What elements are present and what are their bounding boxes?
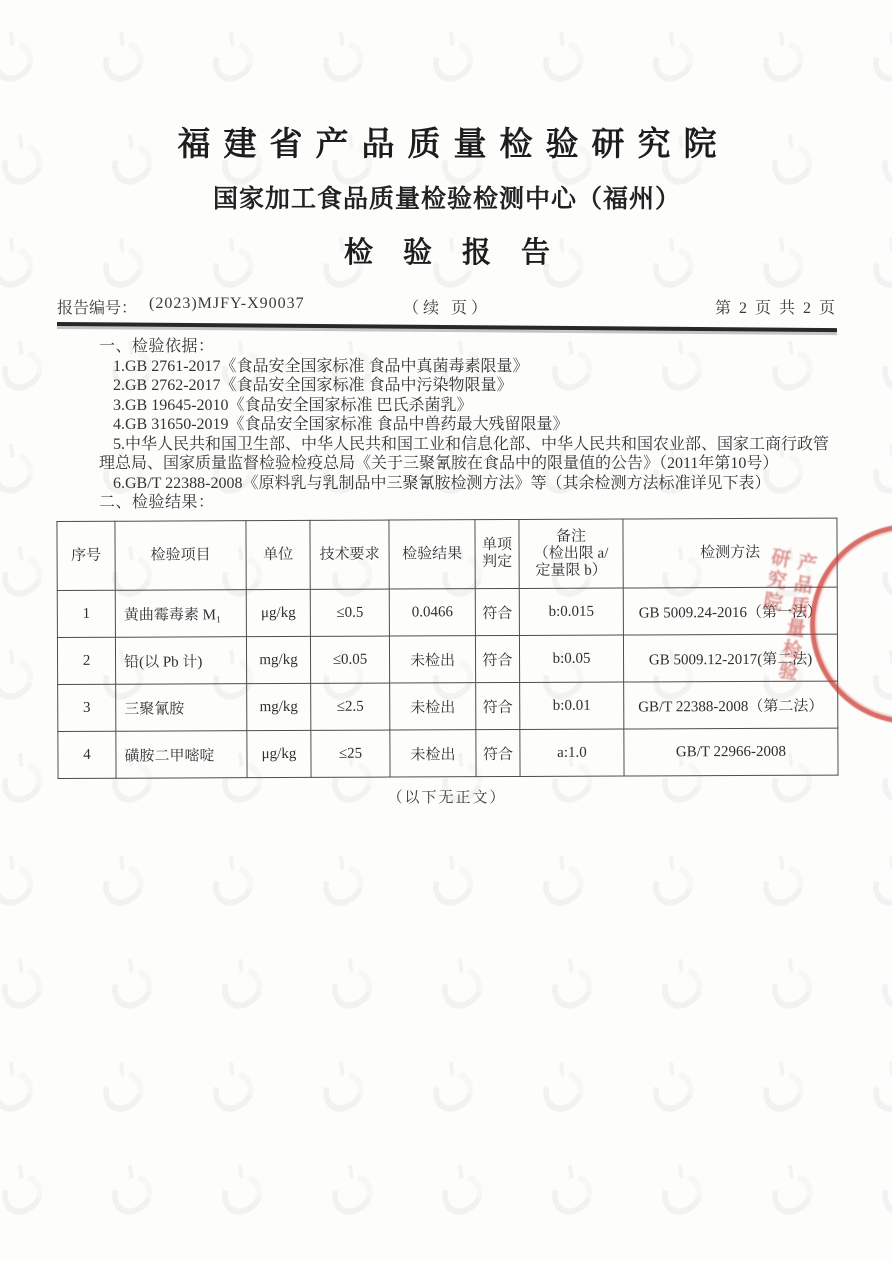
watermark-glyph — [106, 959, 157, 1016]
watermark-glyph — [0, 238, 39, 295]
watermark-glyph — [0, 650, 39, 707]
report-meta-row — [57, 295, 837, 315]
table-cell: 1 — [57, 590, 115, 637]
watermark-glyph — [207, 856, 258, 913]
table-cell: 未检出 — [389, 635, 475, 682]
table-cell: 0.0466 — [389, 588, 475, 635]
watermark-glyph — [757, 856, 808, 913]
table-cell: 未检出 — [390, 682, 476, 729]
table-row — [57, 634, 837, 684]
header-cell: 检验项目 — [115, 520, 246, 590]
watermark-glyph — [216, 1165, 267, 1222]
header-cell: 备注 （检出限 a/ 定量限 b） — [519, 519, 623, 588]
watermark-glyph — [326, 959, 377, 1016]
watermark-glyph — [656, 959, 707, 1016]
table-cell: 符合 — [475, 635, 519, 682]
table-cell: 三聚氰胺 — [116, 683, 247, 731]
seal-text: 产品质量检验研究院 — [758, 546, 818, 685]
table-cell: ≤0.5 — [310, 589, 389, 636]
table-cell: GB 5009.24-2016（第一法） — [623, 587, 837, 635]
institute-title: 福建省产品质量检验研究院 — [177, 127, 730, 163]
header-divider — [57, 322, 837, 332]
watermark-glyph — [0, 856, 39, 913]
watermark-glyph — [867, 1062, 892, 1119]
table-cell: ≤25 — [311, 730, 390, 777]
watermark-glyph — [867, 32, 892, 89]
watermark-glyph — [647, 1062, 698, 1119]
table-cell: b:0.015 — [519, 588, 623, 635]
watermark-glyph — [207, 1062, 258, 1119]
table-cell: a:1.0 — [520, 729, 624, 776]
table-cell: 4 — [58, 731, 116, 778]
watermark-glyph — [0, 444, 39, 501]
header-cell: 单位 — [246, 520, 310, 589]
watermark-glyph — [216, 959, 267, 1016]
watermark-glyph — [546, 959, 597, 1016]
watermark-glyph — [867, 238, 892, 295]
watermark-glyph — [317, 1062, 368, 1119]
body-text — [57, 337, 837, 513]
basis-item: 6.GB/T 22388-2008《原料乳与乳制品中三聚氰胺检测方法》等（其余检测方法标准详见下表） — [113, 474, 771, 492]
watermark-glyph — [546, 1165, 597, 1222]
watermark-glyph — [97, 856, 148, 913]
basis-item: 5.中华人民共和国卫生部、中华人民共和国工业和信息化部、中华人民共和国农业部、国家工商行政管理总局、国家质量监督检验检疫总局《关于三聚氰胺在食品中的限量值的公告》（2011年第10号） — [99, 435, 830, 472]
table-cell: mg/kg — [246, 636, 310, 683]
watermark-glyph — [317, 856, 368, 913]
table-row — [58, 728, 838, 778]
table-cell: 3 — [58, 684, 116, 731]
header-cell: 技术要求 — [310, 520, 389, 589]
report-content — [57, 0, 837, 807]
watermark-glyph — [326, 1165, 377, 1222]
watermark-glyph — [647, 856, 698, 913]
basis-item: 1.GB 2761-2017《食品安全国家标准 食品中真菌毒素限量》 — [113, 357, 529, 375]
table-row — [58, 681, 838, 731]
basis-item: 2.GB 2762-2017《食品安全国家标准 食品中污染物限量》 — [113, 377, 513, 394]
watermark-glyph — [876, 341, 892, 398]
watermark-glyph — [876, 135, 892, 192]
table-cell: 黄曲霉毒素 M₁ — [115, 589, 246, 637]
table-cell: μg/kg — [246, 589, 310, 636]
watermark-glyph — [0, 1062, 39, 1119]
table-cell: 符合 — [475, 588, 519, 635]
watermark-glyph — [876, 959, 892, 1016]
watermark-glyph — [97, 1062, 148, 1119]
table-cell: b:0.05 — [519, 635, 623, 682]
report-title: 检验报告 — [343, 237, 580, 269]
header-cell: 检验结果 — [389, 519, 475, 588]
watermark-glyph — [867, 856, 892, 913]
results-table — [56, 517, 838, 778]
table-cell: b:0.01 — [520, 682, 624, 729]
watermark-glyph — [0, 135, 48, 192]
watermark-glyph — [766, 959, 817, 1016]
table-cell: GB/T 22966-2008 — [624, 728, 838, 776]
watermark-glyph — [0, 1165, 48, 1222]
watermark-glyph — [876, 1165, 892, 1222]
table-cell: 未检出 — [390, 729, 476, 776]
continuation-note: （续 页） — [402, 300, 492, 317]
table-cell: 符合 — [476, 682, 520, 729]
watermark-glyph — [0, 341, 48, 398]
page-indicator: 第 2 页 共 2 页 — [714, 300, 837, 317]
header-cell: 单项 判定 — [475, 519, 519, 588]
watermark-glyph — [0, 547, 48, 604]
report-no-value: (2023)MJFY-X90037 — [149, 295, 305, 312]
results-heading: 二、检验结果： — [99, 494, 215, 511]
table-cell: μg/kg — [247, 730, 311, 777]
table-cell: mg/kg — [247, 683, 311, 730]
header-cell: 检测方法 — [623, 518, 837, 588]
watermark-glyph — [106, 1165, 157, 1222]
basis-heading: 一、检验依据： — [99, 338, 215, 355]
table-cell: 磺胺二甲嘧啶 — [116, 730, 247, 778]
watermark-glyph — [876, 547, 892, 604]
watermark-glyph — [867, 444, 892, 501]
table-cell: GB 5009.12-2017(第二法) — [623, 634, 837, 682]
watermark-glyph — [0, 959, 48, 1016]
watermark-glyph — [757, 1062, 808, 1119]
watermark-glyph — [0, 753, 48, 810]
watermark-glyph — [867, 650, 892, 707]
watermark-glyph — [0, 32, 39, 89]
center-subtitle: 国家加工食品质量检验检测中心（福州） — [212, 186, 681, 213]
table-cell: ≤0.05 — [310, 636, 389, 683]
watermark-glyph — [427, 1062, 478, 1119]
watermark-glyph — [436, 1165, 487, 1222]
header-cell: 序号 — [57, 521, 115, 590]
watermark-glyph — [537, 1062, 588, 1119]
watermark-glyph — [537, 856, 588, 913]
table-cell: 2 — [57, 637, 115, 684]
table-cell: ≤2.5 — [311, 683, 390, 730]
basis-item: 3.GB 19645-2010《食品安全国家标准 巴氏杀菌乳》 — [113, 396, 473, 414]
table-cell: 符合 — [476, 729, 520, 776]
watermark-glyph — [436, 959, 487, 1016]
end-of-text-note: （以下无正文） — [387, 789, 507, 806]
table-cell: 铅(以 Pb 计) — [115, 636, 246, 684]
watermark-glyph — [427, 856, 478, 913]
table-cell: GB/T 22388-2008（第二法） — [624, 681, 838, 729]
watermark-glyph — [656, 1165, 707, 1222]
watermark-glyph — [876, 753, 892, 810]
report-no-label: 报告编号： — [57, 300, 138, 317]
watermark-glyph — [766, 1165, 817, 1222]
basis-list — [99, 357, 837, 494]
table-row — [57, 587, 837, 637]
basis-item: 4.GB 31650-2019《食品安全国家标准 食品中兽药最大残留限量》 — [113, 416, 569, 433]
